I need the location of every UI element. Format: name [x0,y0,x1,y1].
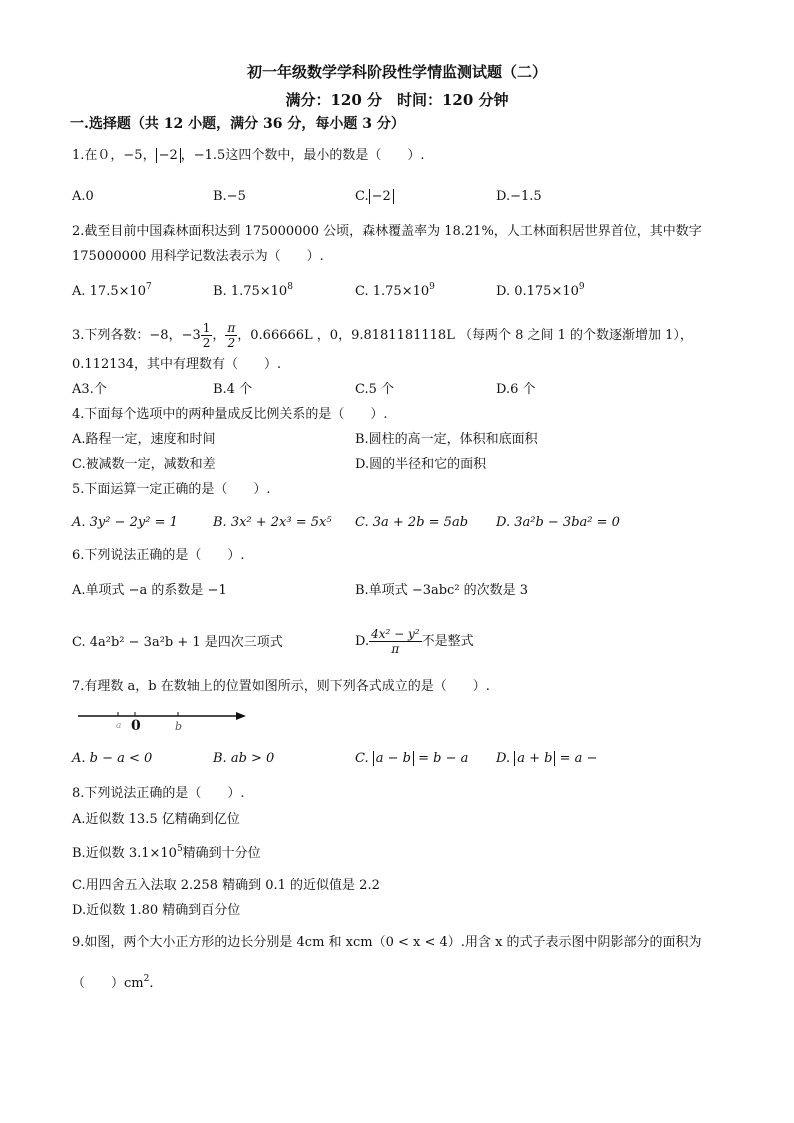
question-4-option-b: B.圆柱的高一定，体积和底面积 [355,432,538,447]
question-3-option-d: D.6 个 [496,382,536,397]
page-title: 初一年级数学学科阶段性学情监测试题（二） [246,63,547,81]
question-4-option-a: A.路程一定，速度和时间 [72,432,216,447]
question-2-stem-line1: 2.截至目前中国森林面积达到 175000000 公顷，森林覆盖率为 18.21%，人工林面积居世界首位，其中数字 [72,224,702,239]
question-6-option-c: C. 4a²b² − 3a²b + 1 是四次三项式 [72,635,283,650]
question-1-option-a: A.0 [72,189,94,204]
question-1-option-c: C. −2 [355,188,394,206]
question-4-option-d: D.圆的半径和它的面积 [355,457,487,472]
question-8-option-d: D.近似数 1.80 精确到百分位 [72,903,241,918]
axis-label-b: b [175,720,183,733]
question-2-stem-line2: 175000000 用科学记数法表示为（ ）. [72,249,324,264]
question-8-option-a: A.近似数 13.5 亿精确到亿位 [72,812,240,827]
question-3-stem: 3.下列各数：−8，−3 $\frac{1}{2}$ ， $\frac{\pi}{2}$ ，0.66666L ，0，9.8181181118L （每两个 8 之间 1 的个数逐渐增加 1）， [72,321,693,350]
fraction-one-half: $\frac{1}{2}$ [202,321,211,350]
question-1-stem: 1.在０，−5， −2 ，−1.5这四个数中，最小的数是（ ）. [72,148,425,163]
axis-label-a: a [116,721,122,731]
question-7-option-b: B. ab > 0 [213,751,275,766]
page-subtitle: 满分：120 分 时间：120 分钟 [285,91,509,109]
question-2-option-b: B. $1.75\times 10^8$ [213,282,293,299]
question-6-option-b: B.单项式 −3abc² 的次数是 3 [355,583,529,598]
question-6-option-d: D. $\frac{\text{4x² − y²}}{\pi}$ 不是整式 [355,627,474,656]
question-7-stem: 7.有理数 a，b 在数轴上的位置如图所示，则下列各式成立的是（ ）. [72,679,490,694]
question-1-option-d: D.−1.5 [496,189,542,204]
number-line-figure [78,708,258,738]
question-7-option-a: A. b − a < 0 [72,751,153,766]
question-2-option-a: A. $17.5\times 10^7$ [72,282,152,299]
number-line-arrow-icon [236,712,246,720]
fraction-expression: $\frac{\text{4x² − y²}}{\pi}$ [371,627,420,656]
question-4-stem: 4.下面每个选项中的两种量成反比例关系的是（ ）. [72,407,388,422]
question-7-option-c: C. a − b = b − a [355,751,469,766]
question-5-option-d: D. 3a²b − 3ba² = 0 [496,515,620,530]
question-5-option-b: B. 3x² + 2x³ = 5x⁵ [213,515,332,530]
question-4-option-c: C.被减数一定，减数和差 [72,457,216,472]
axis-label-zero: 0 [131,718,141,734]
question-5-option-a: A. 3y² − 2y² = 1 [72,515,178,530]
question-5-stem: 5.下面运算一定正确的是（ ）. [72,482,271,497]
question-6-option-a: A.单项式 −a 的系数是 −1 [72,583,227,598]
question-5-option-c: C. 3a + 2b = 5ab [355,515,469,530]
question-3-option-c: C.5 个 [355,382,395,397]
question-6-stem: 6.下列说法正确的是（ ）. [72,548,245,563]
question-3-stem-line2: 0.112134，其中有理数有（ ）. [72,357,282,372]
question-3-option-b: B.4 个 [213,382,253,397]
question-9-stem-line1: 9.如图，两个大小正方形的边长分别是 4cm 和 xcm（0 < x < 4）.用含 x 的式子表示图中阴影部分的面积为 [72,935,702,950]
question-8-option-b: B.近似数 $3.1\times 10^5$精确到十分位 [72,844,261,861]
question-3-option-a: A3.个 [72,382,107,397]
section-heading: 一.选择题（共 12 小题，满分 36 分，每小题 3 分） [70,116,405,132]
question-8-option-c: C.用四舍五入法取 2.258 精确到 0.1 的近似值是 2.2 [72,878,380,893]
question-2-option-d: D. $0.175\times 10^9$ [496,282,585,299]
question-1-option-b: B.−5 [213,189,246,204]
question-7-option-d: D. a + b = a − [496,751,598,766]
fraction-pi-over-two: $\frac{\pi}{2}$ [227,321,236,350]
question-2-option-c: C. $1.75\times 10^9$ [355,282,435,299]
question-9-stem-line2: （ ）$cm^2$. [72,974,154,991]
question-8-stem: 8.下列说法正确的是（ ）. [72,786,245,801]
